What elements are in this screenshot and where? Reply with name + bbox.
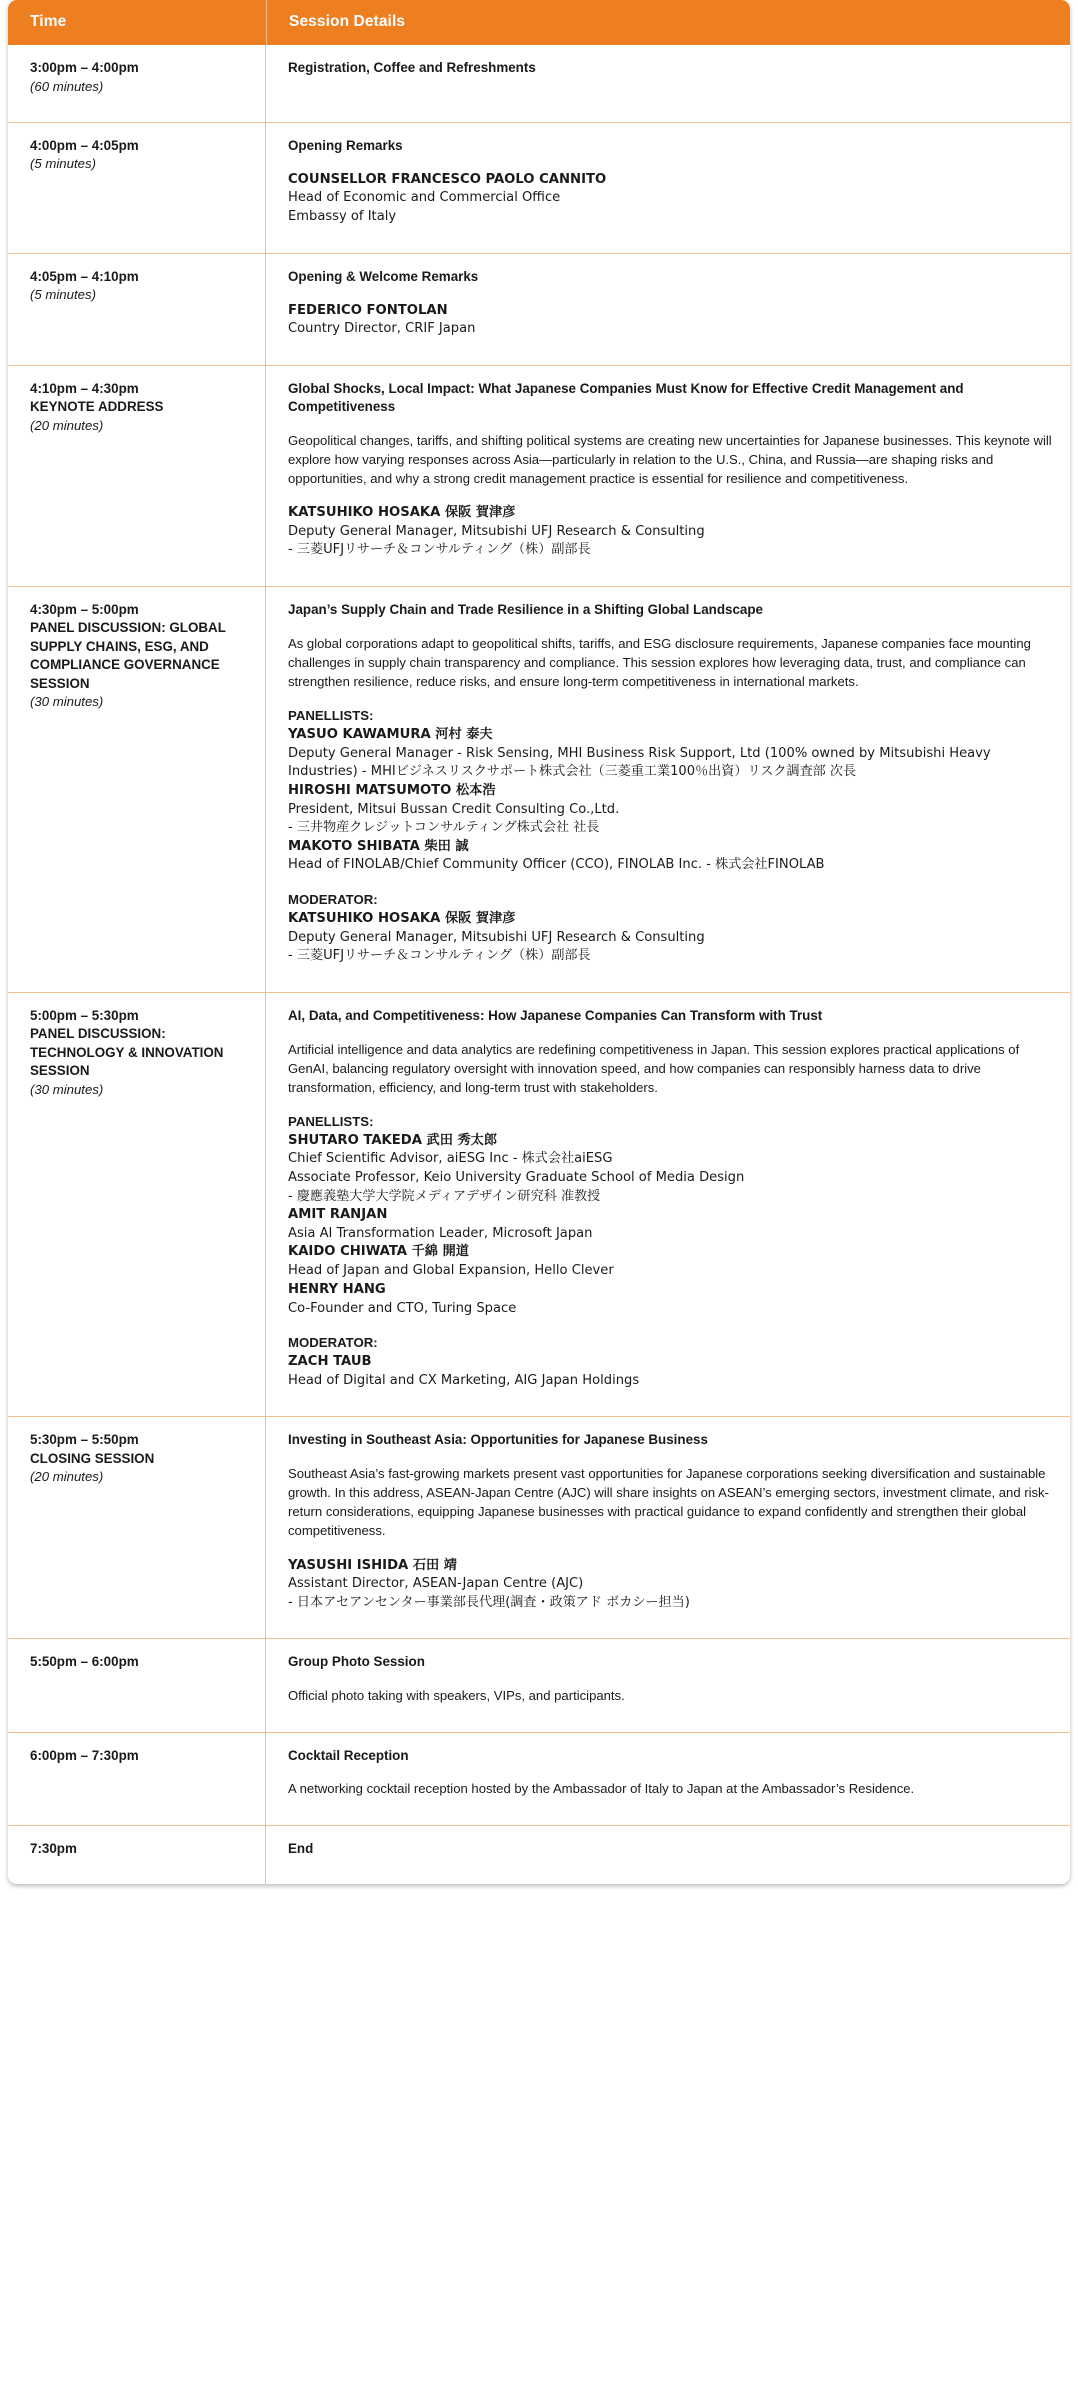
speaker-group (288, 891, 1054, 966)
speaker-group (288, 707, 1054, 875)
speaker-affiliation: Assistant Director, ASEAN-Japan Centre (AJC) (288, 1576, 584, 1592)
speaker-name: SHUTARO TAKEDA 武田 秀太郎 (288, 1132, 498, 1148)
time-cell (8, 1638, 266, 1731)
speaker-affiliation: Embassy of Italy (288, 208, 397, 224)
column-header-time: Time (8, 0, 266, 45)
time-range: 3:00pm – 4:00pm (30, 60, 139, 75)
session-title: Cocktail Reception (288, 1747, 409, 1763)
speaker-entry (288, 726, 1054, 782)
speaker-entry (288, 1281, 1054, 1318)
speaker-affiliation: Chief Scientific Advisor, aiESG Inc - 株式会社aiESG (288, 1151, 613, 1167)
speaker-affiliation: President, Mitsui Bussan Credit Consulting Co.,Ltd. (288, 801, 620, 817)
speaker-name: HIROSHI MATSUMOTO 松本浩 (288, 782, 496, 798)
time-cell (8, 992, 266, 1416)
duration-label: (20 minutes) (30, 1469, 104, 1485)
time-cell (8, 1416, 266, 1638)
session-description: Artificial intelligence and data analytics are redefining competitiveness in Japan. This session explores practical applications of GenAI, balancing regulatory oversight with innovation speed, and how companies can responsibly harness data to drive transformation, efficiency, and long-term trust with stakeholders. (288, 1041, 1020, 1095)
time-range: 4:30pm – 5:00pm (30, 601, 139, 617)
speaker-entry (288, 1206, 1054, 1243)
time-cell (8, 1825, 266, 1885)
speaker-affiliation: Head of Digital and CX Marketing, AIG Japan Holdings (288, 1372, 640, 1388)
speaker-group (288, 302, 1054, 339)
session-description: A networking cocktail reception hosted by the Ambassador of Italy to Japan at the Ambassador’s Residence. (288, 1781, 915, 1797)
speaker-name: KAIDO CHIWATA 千綿 開道 (288, 1244, 469, 1260)
time-cell (8, 586, 266, 992)
speaker-entry (288, 171, 1054, 227)
session-type-label: CLOSING SESSION (30, 1450, 155, 1466)
session-details-cell (266, 45, 1070, 122)
table-row (8, 1638, 1070, 1731)
session-description: Southeast Asia’s fast-growing markets present vast opportunities for Japanese corporations seeking diversification and sustainable growth. In this address, ASEAN-Japan Centre (AJC) will share insights on ASEAN’s emerging sectors, investment climate, and risk-return considerations, equipping Japanese businesses with practical guidance to expand confidently and strengthen their global competitiveness. (288, 1466, 1049, 1539)
speaker-entry (288, 504, 1054, 560)
session-details-cell (266, 1732, 1070, 1825)
table-row (8, 1825, 1070, 1885)
speaker-entry (288, 1132, 1054, 1206)
session-details-cell (266, 253, 1070, 365)
session-details-cell (266, 1416, 1070, 1638)
speaker-affiliation: Deputy General Manager - Risk Sensing, MHI Business Risk Support, Ltd (100% owned by Mitsubishi Heavy Industries) - MHIビジネスリスクサポート株式会社（三菱重工業100％出資）リスク調査部 次長 (288, 745, 991, 780)
speaker-group (288, 504, 1054, 560)
time-range: 7:30pm (30, 1840, 77, 1856)
speaker-entry (288, 838, 1054, 875)
table-header (8, 0, 1070, 45)
time-range: 4:00pm – 4:05pm (30, 137, 139, 153)
table-row (8, 365, 1070, 586)
duration-label: (20 minutes) (30, 417, 104, 433)
table-body (8, 45, 1070, 1884)
speaker-affiliation: Deputy General Manager, Mitsubishi UFJ Research & Consulting (288, 523, 705, 539)
time-range: 5:00pm – 5:30pm (30, 1007, 139, 1023)
table-row (8, 992, 1070, 1416)
duration-label: (30 minutes) (30, 694, 104, 710)
table-row (8, 1732, 1070, 1825)
speaker-entry (288, 302, 1054, 339)
session-description: As global corporations adapt to geopolitical shifts, tariffs, and ESG disclosure requirements, Japanese companies face mounting challenges in supply chain transparency and compliance. This session explores how leveraging data, trust, and compliance can strengthen resilience, reduce risks, and ensure long-term competitiveness in international markets. (288, 635, 1031, 690)
speaker-name: COUNSELLOR FRANCESCO PAOLO CANNITO (288, 171, 607, 187)
session-details-cell (266, 992, 1070, 1416)
table-row (8, 586, 1070, 992)
speaker-affiliation: - 三菱UFJリサーチ＆コンサルティング（株）副部長 (288, 948, 591, 964)
speaker-affiliation: Associate Professor, Keio University Graduate School of Media Design (288, 1170, 745, 1186)
time-range: 4:10pm – 4:30pm (30, 380, 139, 396)
session-details-cell (266, 365, 1070, 586)
speaker-affiliation: Deputy General Manager, Mitsubishi UFJ Research & Consulting (288, 929, 705, 945)
time-range: 5:50pm – 6:00pm (30, 1654, 139, 1670)
speaker-name: AMIT RANJAN (288, 1207, 388, 1223)
speaker-affiliation: Head of Economic and Commercial Office (288, 190, 561, 206)
speaker-name: KATSUHIKO HOSAKA 保阪 賀津彦 (288, 505, 516, 521)
table-row (8, 1416, 1070, 1638)
speaker-group-heading: PANELLISTS: (288, 708, 374, 724)
session-description: Official photo taking with speakers, VIPs, and participants. (288, 1688, 625, 1704)
speaker-name: YASUSHI ISHIDA 石田 靖 (288, 1557, 457, 1573)
speaker-group (288, 1113, 1054, 1318)
time-cell (8, 365, 266, 586)
speaker-affiliation: - 慶應義塾大学大学院メディアデザイン研究科 准教授 (288, 1188, 601, 1204)
time-cell (8, 45, 266, 122)
time-cell (8, 122, 266, 253)
speaker-affiliation: Head of Japan and Global Expansion, Hello Clever (288, 1263, 614, 1279)
speaker-name: YASUO KAWAMURA 河村 泰夫 (288, 726, 493, 742)
session-title: Japan’s Supply Chain and Trade Resilience in a Shifting Global Landscape (288, 601, 763, 617)
speaker-affiliation: - 三井物産クレジットコンサルティング株式会社 社長 (288, 820, 600, 836)
time-range: 5:30pm – 5:50pm (30, 1432, 139, 1448)
speaker-affiliation: - 三菱UFJリサーチ＆コンサルティング（株）副部長 (288, 542, 591, 558)
duration-label: (5 minutes) (30, 156, 96, 172)
table-row (8, 122, 1070, 253)
session-title: End (288, 1840, 314, 1856)
column-header-session-details: Session Details (266, 0, 1070, 45)
speaker-affiliation: - 日本アセアンセンター事業部長代理(調査・政策アド ボカシー担当) (288, 1594, 690, 1610)
session-description: Geopolitical changes, tariffs, and shifting political systems are creating new uncertainties for Japanese businesses. This keynote will explore how varying responses across Asia—particularly in relation to the U.S., China, and Russia—are shaping risks and opportunities, and why a strong credit management practice is essential for resilience and competitiveness. (288, 432, 1052, 486)
speaker-name: KATSUHIKO HOSAKA 保阪 賀津彦 (288, 910, 516, 926)
speaker-affiliation: Country Director, CRIF Japan (288, 321, 476, 337)
session-title: AI, Data, and Competitiveness: How Japanese Companies Can Transform with Trust (288, 1007, 823, 1023)
speaker-name: HENRY HANG (288, 1281, 386, 1297)
speaker-affiliation: Head of FINOLAB/Chief Community Officer (CCO), FINOLAB Inc. - 株式会社FINOLAB (288, 857, 825, 873)
session-title: Opening Remarks (288, 137, 403, 153)
session-title: Opening & Welcome Remarks (288, 268, 479, 284)
duration-label: (60 minutes) (30, 78, 104, 94)
session-title: Group Photo Session (288, 1654, 425, 1670)
session-details-cell (266, 122, 1070, 253)
session-title: Global Shocks, Local Impact: What Japanese Companies Must Know for Effective Credit Management and Competitiveness (288, 380, 964, 414)
session-type-label: KEYNOTE ADDRESS (30, 399, 164, 415)
speaker-name: MAKOTO SHIBATA 柴田 誠 (288, 838, 469, 854)
speaker-group (288, 171, 1054, 227)
agenda-table (8, 0, 1070, 1884)
speaker-affiliation: Asia AI Transformation Leader, Microsoft Japan (288, 1225, 593, 1241)
speaker-group-heading: PANELLISTS: (288, 1113, 374, 1129)
time-range: 4:05pm – 4:10pm (30, 268, 139, 284)
speaker-name: FEDERICO FONTOLAN (288, 302, 448, 318)
time-range: 6:00pm – 7:30pm (30, 1747, 139, 1763)
speaker-affiliation: Co-Founder and CTO, Turing Space (288, 1300, 517, 1316)
session-title: Registration, Coffee and Refreshments (288, 60, 536, 75)
session-details-cell (266, 1825, 1070, 1885)
table-row (8, 45, 1070, 122)
speaker-group (288, 1334, 1054, 1390)
session-type-label: PANEL DISCUSSION: GLOBAL SUPPLY CHAINS, ESG, AND COMPLIANCE GOVERNANCE SESSION (30, 620, 226, 691)
table-row (8, 253, 1070, 365)
speaker-entry (288, 1243, 1054, 1280)
speaker-group-heading: MODERATOR: (288, 892, 378, 908)
session-details-cell (266, 586, 1070, 992)
duration-label: (30 minutes) (30, 1081, 104, 1097)
speaker-group (288, 1557, 1054, 1613)
speaker-entry (288, 1557, 1054, 1613)
time-cell (8, 253, 266, 365)
speaker-entry (288, 782, 1054, 838)
session-title: Investing in Southeast Asia: Opportunities for Japanese Business (288, 1432, 708, 1448)
time-cell (8, 1732, 266, 1825)
session-details-cell (266, 1638, 1070, 1731)
duration-label: (5 minutes) (30, 287, 96, 303)
speaker-group-heading: MODERATOR: (288, 1335, 378, 1351)
session-type-label: PANEL DISCUSSION: TECHNOLOGY & INNOVATION SESSION (30, 1026, 224, 1079)
header-row (8, 0, 1070, 45)
speaker-name: ZACH TAUB (288, 1353, 372, 1369)
speaker-entry (288, 1353, 1054, 1390)
speaker-entry (288, 910, 1054, 966)
